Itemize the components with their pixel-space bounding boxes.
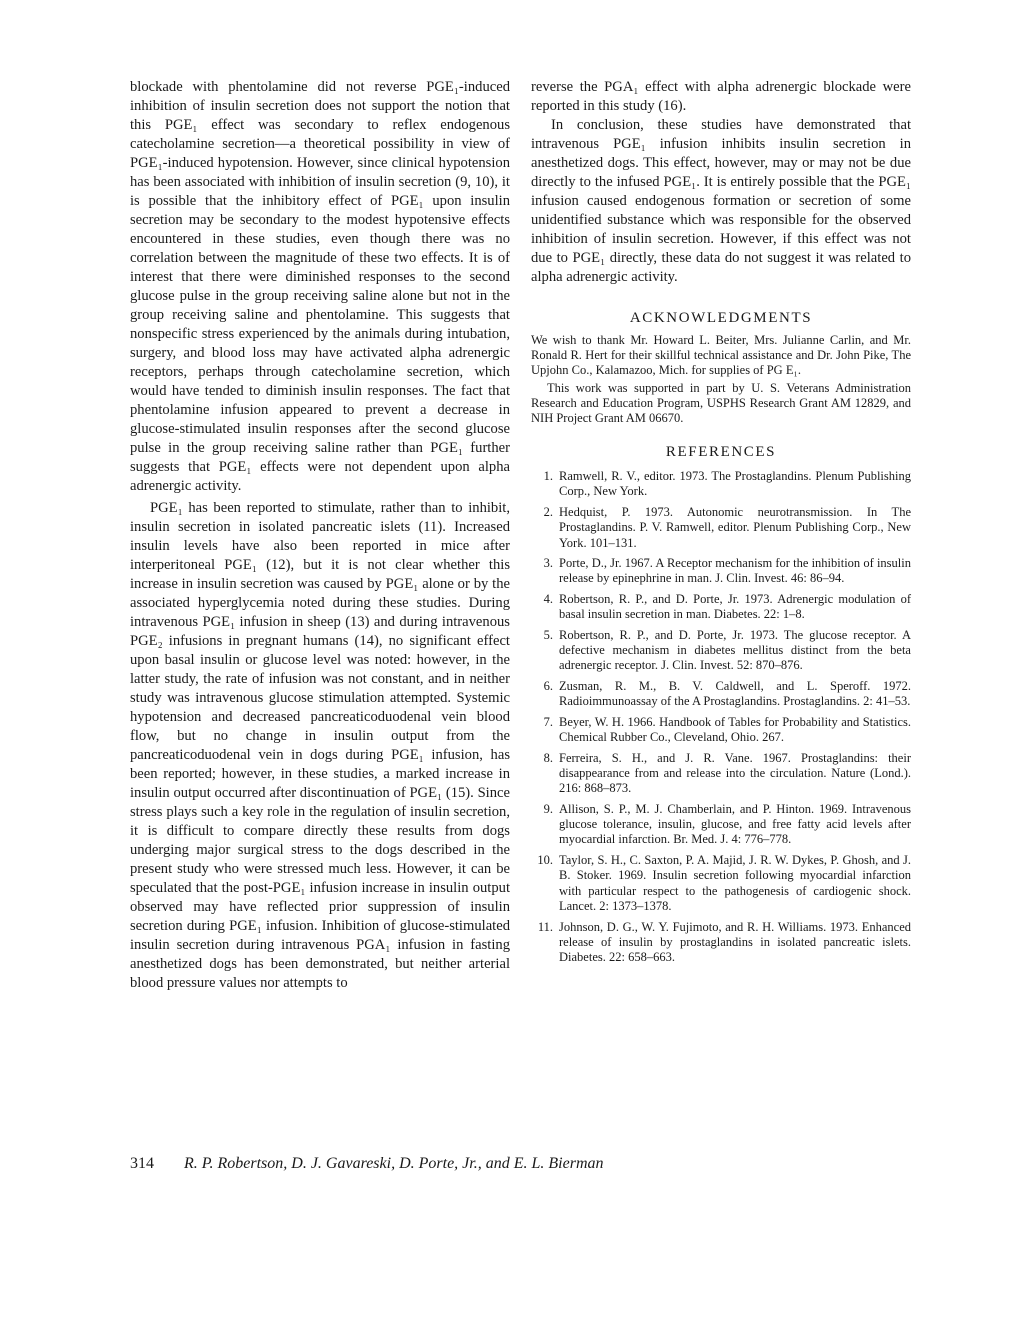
reference-number: 9. <box>543 802 553 817</box>
reference-item <box>531 556 911 586</box>
reference-item <box>531 853 911 914</box>
body-paragraph: PGE₁ has been reported to stimulate, rather than to inhibit, insulin secretion in isolated pancreatic islets (11). Increased insulin levels have also been reported in mice after interperitoneal PGE₁ (12), but it is not clear whether this increase in insulin secretion was caused by PGE₁ alone or by the associated hyperglycemia noted during these studies. During intravenous PGE₁ infusion in sheep (13) and during intravenous PGE₂ infusions in pregnant humans (14), no significant effect upon basal insulin or glucose level was noted: however, in the latter study, the rate of infusion was not constant, and in neither study was intravenous glucose stimulation attempted. Systemic hypotension and decreased pancreaticoduodenal vein blood flow, but no change in insulin output from the pancreaticoduodenal vein in dogs during PGE₁ infusion, has been reported; however, in these studies, a marked increase in insulin output occurred after discontinuation of PGE₁ (15). Since stress plays such a key role in the regulation of insulin secretion, it is difficult to compare directly these results from dogs underging major surgical stress to the dogs described in the present study who were stressed much less. However, it can be speculated that the post-PGE₁ infusion increase in insulin output observed may have reflected prior suppression of insulin secretion during PGE₁ infusion. Inhibition of glucose-stimulated insulin secretion during intravenous PGA₁ infusion in fasting anesthetized dogs has been demonstrated, but neither arterial blood pressure values nor attempts to <box>130 500 510 991</box>
reference-text: Robertson, R. P., and D. Porte, Jr. 1973. Adrenergic modulation of basal insulin secretion in man. Diabetes. 22: 1–8. <box>559 592 911 622</box>
reference-item <box>531 628 911 674</box>
reference-number: 6. <box>543 679 553 694</box>
reference-number: 11. <box>537 919 553 934</box>
reference-item <box>531 802 911 848</box>
reference-number: 5. <box>543 628 553 643</box>
running-authors: R. P. Robertson, D. J. Gavareski, D. Porte, Jr., and E. L. Bierman <box>184 1155 604 1172</box>
reference-number: 7. <box>543 715 553 730</box>
references-heading: REFERENCES <box>665 444 777 461</box>
acknowledgments-heading: ACKNOWLEDGMENTS <box>629 310 813 326</box>
reference-text: Allison, S. P., M. J. Chamberlain, and P. Hinton. 1969. Intravenous glucose tolerance, insulin, glucose, and free fatty acid levels after myocardial infarction. Br. Med. J. 4: 776–778. <box>559 802 911 847</box>
reference-text: Zusman, R. M., B. V. Caldwell, and L. Speroff. 1972. Radioimmunoassay of the A Prostaglandins. Prostaglandins. 2: 41–53. <box>559 679 911 709</box>
conclusion-paragraph: In conclusion, these studies have demonstrated that intravenous PGE₁ infusion inhibits insulin secretion in anesthetized dogs. This effect, however, may or may not be due directly to the infused PGE₁. It is entirely possible that the PGE₁ infusion caused endogenous formation or secretion of some unidentified substance which was responsible for the observed inhibition of insulin secretion. However, if this effect was not due to PGE₁ directly, these data do not suggest it was related to alpha adrenergic activity. <box>531 117 911 285</box>
reference-list <box>531 469 911 965</box>
reference-number: 3. <box>543 556 553 571</box>
reference-text: Taylor, S. H., C. Saxton, P. A. Majid, J. R. W. Dykes, P. Ghosh, and J. B. Stoker. 1969. Insulin secretion following myocardial infarction with particular respect to the pathogenesis of cardiogenic shock. Lancet. 2: 1373–1378. <box>559 853 911 913</box>
reference-item <box>531 505 911 551</box>
body-paragraph: blockade with phentolamine did not reverse PGE₁-induced inhibition of insulin secretion does not support the notion that this PGE₁ effect was secondary to reflex endogenous catecholamine secretion—a theoretical possibility in view of PGE₁-induced hypotension. However, since clinical hypotension has been associated with inhibition of insulin secretion (9, 10), it is possible that the inhibitory effect of PGE₁ upon insulin secretion may be secondary to the modest hypotensive effects encountered in these studies, even though there was no correlation between the magnitude of these two effects. It is of interest that there were diminished responses to the second glucose pulse in the group receiving saline alone but not in the group receiving saline and phentolamine. This suggests that nonspecific stress experienced by the animals during intubation, surgery, and blood loss may have activated alpha adrenergic receptors, perhaps through catecholamine secretion, which would have tended to diminish insulin responses. The fact that phentolamine infusion appeared to prevent a decrease in glucose-stimulated insulin responses after the second glucose pulse in the group receiving saline rather than PGE₁ further suggests that PGE₁ effects were not dependent upon alpha adrenergic activity. <box>130 79 510 494</box>
reference-item <box>531 920 911 966</box>
reference-number: 2. <box>543 505 553 520</box>
reference-number: 1. <box>543 469 553 484</box>
reference-text: Beyer, W. H. 1966. Handbook of Tables for Probability and Statistics. Chemical Rubber Co., Cleveland, Ohio. 267. <box>559 715 911 745</box>
reference-number: 4. <box>543 592 553 607</box>
reference-text: Hedquist, P. 1973. Autonomic neurotransmission. In The Prostaglandins. P. V. Ramwell, editor. Plenum Publishing Corp., New York. 101–131. <box>559 505 911 550</box>
body-paragraph: reverse the PGA₁ effect with alpha adrenergic blockade were reported in this study (16). <box>531 79 911 114</box>
reference-item <box>531 751 911 797</box>
reference-text: Ramwell, R. V., editor. 1973. The Prostaglandins. Plenum Publishing Corp., New York. <box>559 469 911 499</box>
reference-item <box>531 592 911 622</box>
funding-paragraph: This work was supported in part by U. S. Veterans Administration Research and Education Program, USPHS Research Grant AM 12829, and NIH Project Grant AM 06670. <box>531 380 911 426</box>
right-column <box>531 78 911 971</box>
reference-number: 10. <box>537 853 553 868</box>
reference-text: Ferreira, S. H., and J. R. Vane. 1967. Prostaglandins: their disappearance from and release into the circulation. Nature (Lond.). 216: 868–873. <box>559 750 911 796</box>
reference-item <box>531 715 911 745</box>
reference-number: 8. <box>543 750 553 765</box>
page-number: 314 <box>130 1155 154 1172</box>
reference-item <box>531 679 911 709</box>
acknowledgments-paragraph: We wish to thank Mr. Howard L. Beiter, Mrs. Julianne Carlin, and Mr. Ronald R. Hert for their skillful technical assistance and Dr. John Pike, The Upjohn Co., Kalamazoo, Mich. for supplies of PG E₁. <box>531 333 911 378</box>
reference-item <box>531 469 911 499</box>
reference-text: Robertson, R. P., and D. Porte, Jr. 1973. The glucose receptor. A defective mechanism in diabetes mellitus distinct from the beta adrenergic receptor. J. Clin. Invest. 52: 870–876. <box>559 628 911 673</box>
reference-text: Johnson, D. G., W. Y. Fujimoto, and R. H. Williams. 1973. Enhanced release of insulin by prostaglandins in isolated pancreatic islets. Diabetes. 22: 658–663. <box>559 919 911 964</box>
left-column <box>130 78 510 993</box>
reference-text: Porte, D., Jr. 1967. A Receptor mechanism for the inhibition of insulin release by epinephrine in man. J. Clin. Invest. 46: 86–94. <box>559 556 911 586</box>
page-footer <box>130 1155 910 1173</box>
